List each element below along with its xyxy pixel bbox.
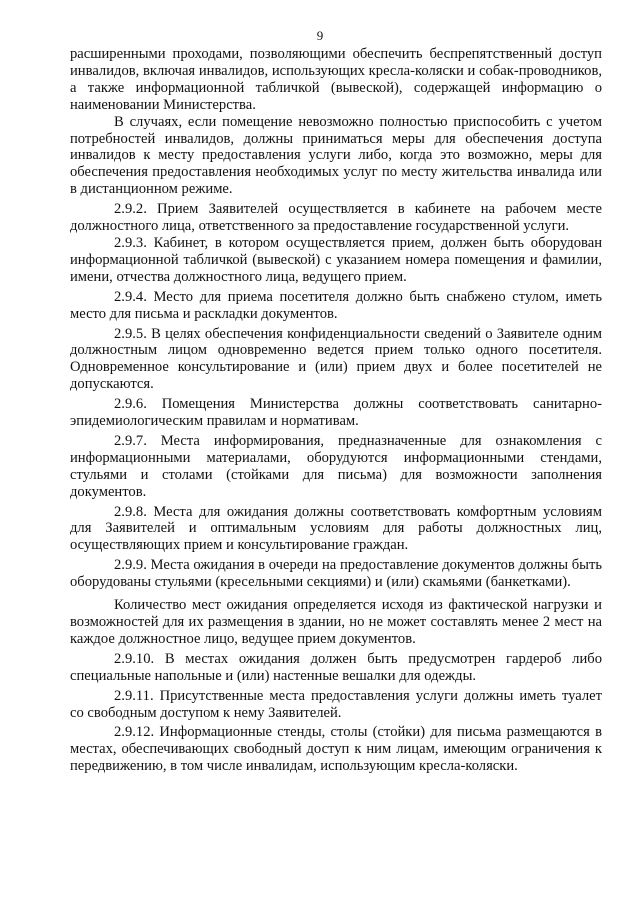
paragraph-accessibility-measures: В случаях, если помещение невозможно полностью приспособить с учетом потребностей инвалидов, должны приниматься меры для обеспечения доступа инвалидов к месту предоставления услуги либо, когда это возможно, меры для обеспечения предоставления необходимых услуг по месту жительства инвалида или в дистанционном режиме.: [70, 113, 602, 198]
paragraph-waiting-places-count: Количество мест ожидания определяется исходя из фактической нагрузки и возможностей для их размещения в здании, но не может составлять менее 2 мест на каждое должностное лицо, ведущее прием документов.: [70, 597, 602, 647]
paragraph-2-9-8: 2.9.8. Места для ожидания должны соответствовать комфортным условиям для Заявителей и оптимальным условиям для работы должностных лиц, осуществляющих прием и консультирование граждан.: [70, 503, 602, 554]
paragraph-continuation: расширенными проходами, позволяющими обеспечить беспрепятственный доступ инвалидов, включая инвалидов, использующих кресла-коляски и собак-проводников, а также информационной табличкой (вывеской), содержащей информацию о наименовании Министерства.: [70, 46, 602, 113]
paragraph-2-9-9: 2.9.9. Места ожидания в очереди на предоставление документов должны быть оборудованы стульями (кресельными секциями) и (или) скамьями (банкетками).: [70, 557, 602, 591]
paragraph-2-9-4: 2.9.4. Место для приема посетителя должно быть снабжено стулом, иметь место для письма и раскладки документов.: [70, 288, 602, 322]
paragraph-2-9-6: 2.9.6. Помещения Министерства должны соответствовать санитарно-эпидемиологическим правилам и нормативам.: [70, 396, 602, 430]
paragraph-2-9-2: 2.9.2. Прием Заявителей осуществляется в кабинете на рабочем месте должностного лица, ответственного за предоставление государственной услуги.: [70, 201, 602, 235]
paragraph-2-9-10: 2.9.10. В местах ожидания должен быть предусмотрен гардероб либо специальные напольные и (или) настенные вешалки для одежды.: [70, 650, 602, 684]
paragraph-2-9-7: 2.9.7. Места информирования, предназначенные для ознакомления с информационными материалами, оборудуются информационными стендами, стульями и столами (стойками для письма) для возможности заполнения документов.: [70, 432, 602, 500]
paragraph-2-9-11: 2.9.11. Присутственные места предоставления услуги должны иметь туалет со свободным доступом к нему Заявителей.: [70, 687, 602, 721]
paragraph-2-9-5: 2.9.5. В целях обеспечения конфиденциальности сведений о Заявителе одним должностным лицом одновременно ведется прием только одного посетителя. Одновременное консультирование и (или) прием двух и более посетителей не допускаются.: [70, 325, 602, 393]
paragraph-2-9-12: 2.9.12. Информационные стенды, столы (стойки) для письма размещаются в местах, обеспечивающих свободный доступ к ним лицам, имеющим ограничения к передвижению, в том числе инвалидам, использующим кресла-коляски.: [70, 724, 602, 775]
paragraph-2-9-3: 2.9.3. Кабинет, в котором осуществляется прием, должен быть оборудован информационной табличкой (вывеской) с указанием номера помещения и фамилии, имени, отчества должностного лица, ведущего прием.: [70, 234, 602, 285]
page-number: 9: [316, 28, 324, 43]
document-body: [70, 46, 602, 775]
